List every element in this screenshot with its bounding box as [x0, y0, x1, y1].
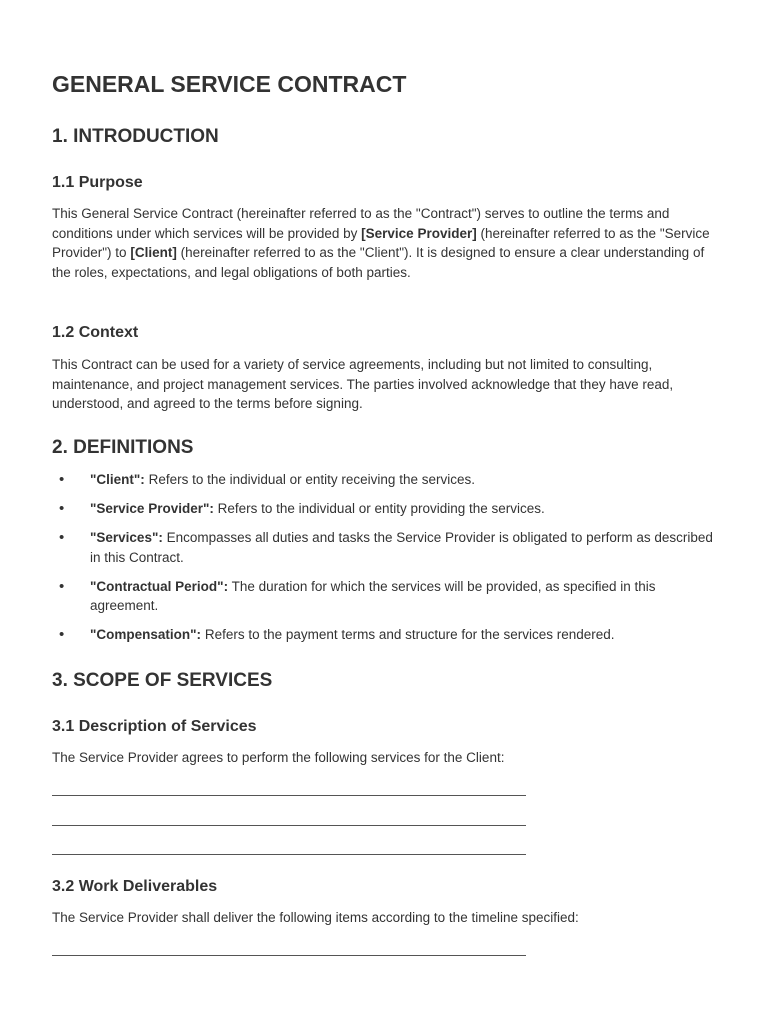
- definition-item: • "Client": Refers to the individual or entity receiving the services.: [59, 471, 475, 488]
- description-heading: 3.1 Description of Services: [52, 718, 257, 735]
- definition-item: • "Compensation": Refers to the payment terms and structure for the services rendered.: [59, 626, 615, 643]
- document-title: GENERAL SERVICE CONTRACT: [52, 71, 407, 97]
- client-placeholder: [Client]: [130, 245, 177, 260]
- description-blank-line[interactable]: [52, 795, 526, 796]
- bullet-icon: •: [59, 577, 65, 595]
- section-3-heading: 3. SCOPE OF SERVICES: [52, 670, 273, 691]
- context-heading: 1.2 Context: [52, 324, 139, 341]
- definitions-list: [52, 470, 720, 654]
- purpose-heading: 1.1 Purpose: [52, 174, 143, 191]
- deliverables-heading: 3.2 Work Deliverables: [52, 878, 218, 895]
- description-blank-line[interactable]: [52, 825, 526, 826]
- definition-item: • "Contractual Period": The duration for which the services will be provided, as specified in this agreement.: [59, 577, 656, 613]
- definition-item: • "Services": Encompasses all duties and tasks the Service Provider is obligated to perform as described in this Contract.: [59, 529, 713, 565]
- bullet-icon: •: [59, 626, 65, 643]
- description-blank-line[interactable]: [52, 854, 526, 855]
- section-1-heading: 1. INTRODUCTION: [52, 126, 219, 147]
- deliverables-blank-line[interactable]: [52, 955, 526, 956]
- bullet-icon: •: [59, 500, 65, 517]
- context-paragraph: This Contract can be used for a variety of service agreements, including but not limited to consulting, maintenance, and project management services. The parties involved acknowledge that they have read, understood, and agreed to the terms before signing.: [52, 357, 674, 411]
- deliverables-paragraph: The Service Provider shall deliver the following items according to the timeline specified:: [52, 910, 579, 925]
- definition-item: • "Service Provider": Refers to the individual or entity providing the services.: [59, 500, 545, 517]
- service-provider-placeholder: [Service Provider]: [361, 225, 477, 241]
- purpose-paragraph: This General Service Contract (hereinafter referred to as the "Contract") serves to outline the terms and conditions under which services will be provided by [Service Provider] (hereinafter referred to as the "Service Provider") to [Client] (hereinafter referred to as the "Client"). It is designed to ensure a clear understanding of the roles, expectations, and legal obligations of both parties.: [52, 206, 710, 280]
- section-2-heading: 2. DEFINITIONS: [52, 437, 194, 458]
- description-paragraph: The Service Provider agrees to perform the following services for the Client:: [52, 750, 505, 765]
- bullet-icon: •: [59, 529, 65, 546]
- bullet-icon: •: [59, 471, 65, 488]
